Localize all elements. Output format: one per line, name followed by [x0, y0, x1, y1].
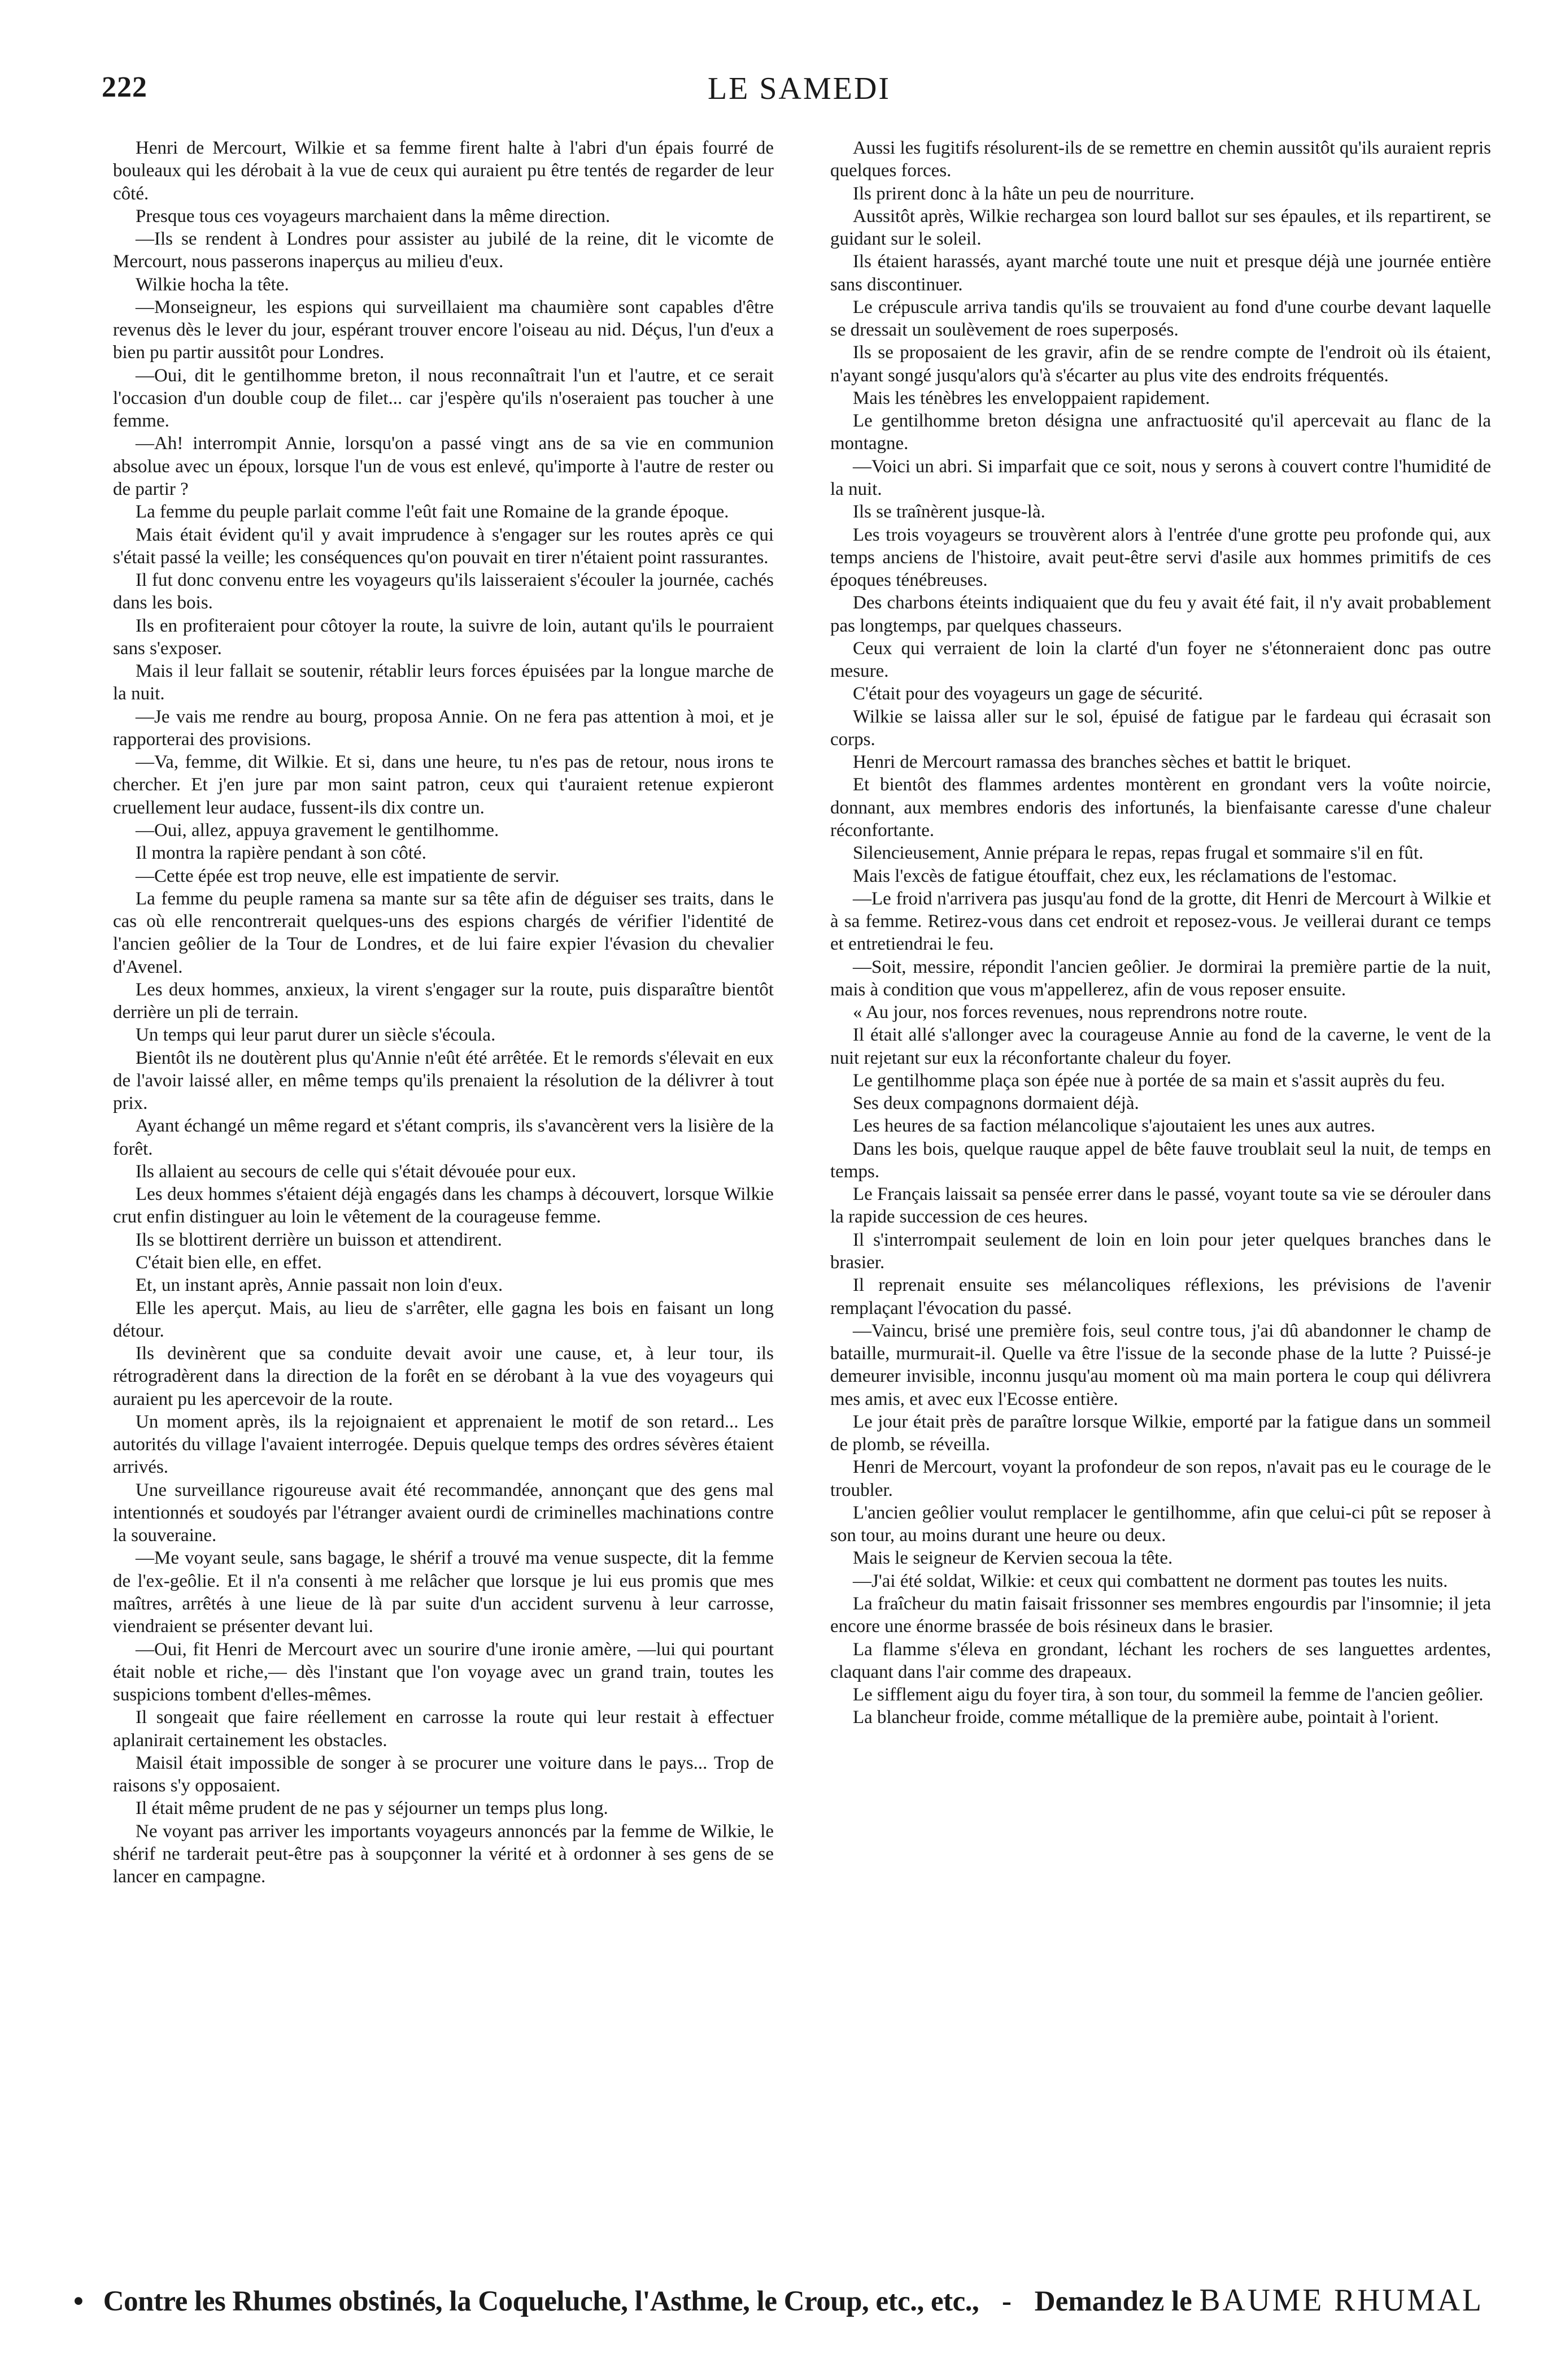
paragraph: Mais l'excès de fatigue étouffait, chez eux, les réclamations de l'estomac. — [853, 865, 1397, 886]
left-column — [113, 137, 774, 2250]
paragraph: —Je vais me rendre au bourg, proposa Annie. On ne fera pas attention à moi, et je rapporterai des provisions. — [113, 706, 774, 750]
ad-separator: - — [1002, 2286, 1012, 2317]
paragraph: L'ancien geôlier voulut remplacer le gentilhomme, afin que celui-ci pût se reposer à son tour, au moins durant une heure ou deux. — [830, 1502, 1491, 1546]
paragraph: —Oui, dit le gentilhomme breton, il nous reconnaîtrait l'un et l'autre, et ce serait l'occasion d'un double coup de filet... car j'espère qu'ils n'oseraient pas toucher à une femme. — [113, 365, 774, 432]
paragraph: Il était allé s'allonger avec la courageuse Annie au fond de la caverne, le vent de la nuit rejetant sur eux la réconfortante chaleur du foyer. — [830, 1025, 1491, 1068]
paragraph: Wilkie hocha la tête. — [136, 274, 289, 295]
paragraph: —Voici un abri. Si imparfait que ce soit, nous y serons à couvert contre l'humidité de la nuit. — [830, 456, 1491, 499]
paragraph: La flamme s'éleva en grondant, léchant les rochers de ses languettes ardentes, claquant dans l'air comme des drapeaux. — [830, 1639, 1491, 1682]
paragraph: Un temps qui leur parut durer un siècle s'écoula. — [136, 1025, 496, 1046]
ad-bullet: • — [73, 2286, 84, 2317]
paragraph: Silencieusement, Annie prépara le repas, repas frugal et sommaire s'il en fût. — [853, 843, 1424, 864]
paragraph: Ils se traînèrent jusque-là. — [853, 502, 1045, 523]
paragraph: Henri de Mercourt, Wilkie et sa femme firent halte à l'abri d'un épais fourré de bouleaux qui les dérobait à la vue de ceux qui auraient pu être tentés de regarder de leur côté. — [113, 138, 774, 204]
paragraph: —Oui, fit Henri de Mercourt avec un sourire d'une ironie amère, —lui qui pourtant était noble et riche,— dès l'instant que l'on voyage avec un grand train, toutes les suspicions tombent d'elles-mêmes. — [113, 1639, 774, 1705]
paragraph: —Cette épée est trop neuve, elle est impatiente de servir. — [136, 865, 560, 886]
paragraph: Ceux qui verraient de loin la clarté d'un foyer ne s'étonneraient donc pas outre mesure. — [830, 638, 1491, 682]
paragraph: Le gentilhomme breton désigna une anfractuosité qu'il apercevait au flanc de la montagne. — [830, 411, 1491, 454]
right-column — [830, 137, 1491, 2250]
paragraph: Wilkie se laissa aller sur le sol, épuisé de fatigue par le fardeau qui écrasait son corps. — [830, 706, 1491, 750]
paragraph: « Au jour, nos forces revenues, nous reprendrons notre route. — [853, 1002, 1308, 1023]
paragraph: Une surveillance rigoureuse avait été recommandée, annonçant que des gens mal intentionnés et soudoyés par l'étranger avaient ourdi de criminelles machinations contre la souveraine. — [113, 1480, 774, 1546]
paragraph: C'était bien elle, en effet. — [136, 1252, 322, 1273]
paragraph: —Ah! interrompit Annie, lorsqu'on a passé vingt ans de sa vie en communion absolue avec un époux, lorsque l'un de vous est enlevé, qu'importe à l'autre de rester ou de partir ? — [113, 433, 774, 499]
footer-advertisement — [73, 2282, 1502, 2333]
paragraph: Presque tous ces voyageurs marchaient dans la même direction. — [136, 206, 611, 227]
paragraph: Un moment après, ils la rejoignaient et apprenaient le motif de son retard... Les autorités du village l'avaient interrogée. Depuis quelque temps des ordres sévères étaient arrivés. — [113, 1411, 774, 1478]
running-title: LE SAMEDI — [707, 71, 891, 106]
paragraph: Ayant échangé un même regard et s'étant compris, ils s'avancèrent vers la lisière de la forêt. — [113, 1116, 774, 1159]
paragraph: Aussitôt après, Wilkie rechargea son lourd ballot sur ses épaules, et ils repartirent, se guidant sur le soleil. — [830, 206, 1491, 250]
paragraph: Henri de Mercourt, voyant la profondeur de son repos, n'avait pas eu le courage de le troubler. — [830, 1457, 1491, 1500]
paragraph: —Ils se rendent à Londres pour assister au jubilé de la reine, dit le vicomte de Mercourt, nous passerons inaperçus au milieu d'eux. — [113, 229, 774, 272]
paragraph: Les heures de sa faction mélancolique s'ajoutaient les unes aux autres. — [853, 1116, 1376, 1137]
paragraph: Il montra la rapière pendant à son côté. — [136, 843, 426, 864]
paragraph: Il s'interrompait seulement de loin en loin pour jeter quelques branches dans le brasier. — [830, 1229, 1491, 1273]
paragraph: La femme du peuple ramena sa mante sur sa tête afin de déguiser ses traits, dans le cas où elle rencontrerait quelques-uns des espions chargés de vérifier l'identité de l'ancien geôlier de la Tour de Londres, et de lui faire expier l'évasion du chevalier d'Avenel. — [113, 888, 774, 977]
paragraph: Ses deux compagnons dormaient déjà. — [853, 1093, 1139, 1114]
paragraph: Il était même prudent de ne pas y séjourner un temps plus long. — [136, 1798, 608, 1819]
paragraph: Il songeait que faire réellement en carrosse la route qui leur restait à effectuer aplanirait certainement les obstacles. — [113, 1707, 774, 1751]
paragraph: Ils prirent donc à la hâte un peu de nourriture. — [853, 183, 1195, 204]
paragraph: Il fut donc convenu entre les voyageurs qu'ils laisseraient s'écouler la journée, cachés dans les bois. — [113, 570, 774, 614]
paragraph: Le sifflement aigu du foyer tira, à son tour, du sommeil la femme de l'ancien geôlier. — [853, 1685, 1484, 1705]
paragraph: Aussi les fugitifs résolurent-ils de se remettre en chemin aussitôt qu'ils auraient repris quelques forces. — [830, 138, 1491, 181]
paragraph: —Le froid n'arrivera pas jusqu'au fond de la grotte, dit Henri de Mercourt à Wilkie et à sa femme. Retirez-vous dans cet endroit et reposez-vous. Je veillerai durant ce temps et entretiendrai le feu. — [830, 888, 1491, 955]
paragraph: Henri de Mercourt ramassa des branches sèches et battit le briquet. — [853, 752, 1352, 773]
paragraph: Il reprenait ensuite ses mélancoliques réflexions, les prévisions de l'avenir remplaçant l'évocation du passé. — [830, 1275, 1491, 1319]
paragraph: Dans les bois, quelque rauque appel de bête fauve troublait seul la nuit, de temps en temps. — [830, 1138, 1491, 1182]
paragraph: La fraîcheur du matin faisait frissonner ses membres engourdis par l'insomnie; il jeta encore une énorme brassée de bois résineux dans le brasier. — [830, 1594, 1491, 1637]
paragraph: —Soit, messire, répondit l'ancien geôlier. Je dormirai la première partie de la nuit, mais à condition que vous m'appellerez, afin de vous reposer ensuite. — [830, 956, 1491, 1000]
paragraph: Les deux hommes, anxieux, la virent s'engager sur la route, puis disparaître bientôt derrière un pli de terrain. — [113, 979, 774, 1023]
page-header — [102, 71, 1497, 116]
paragraph: Maisil était impossible de songer à se procurer une voiture dans le pays... Trop de raisons s'y opposaient. — [113, 1752, 774, 1796]
paragraph: —Vaincu, brisé une première fois, seul contre tous, j'ai dû abandonner le champ de bataille, murmurait-il. Quelle va être l'issue de la seconde phase de la lutte ? Puissé-je demeurer invisible, inconnu jusqu'au moment où ma main portera le coup qui délivrera mes amis, et avec eux l'Ecosse entière. — [830, 1320, 1491, 1409]
paragraph: Ils devinèrent que sa conduite devait avoir une cause, et, à leur tour, ils rétrogradèrent dans la direction de la forêt en se dérobant à la vue des voyageurs qui auraient pu les apercevoir de la route. — [113, 1343, 774, 1409]
paragraph: Elle les aperçut. Mais, au lieu de s'arrêter, elle gagna les bois en faisant un long détour. — [113, 1298, 774, 1341]
article-body — [113, 137, 1497, 2250]
page-number: 222 — [102, 71, 147, 103]
paragraph: —Monseigneur, les espions qui surveillaient ma chaumière sont capables d'être revenus dès le lever du jour, espérant trouver encore l'oiseau au nid. Déçus, l'un d'eux a bien pu partir aussitôt pour Londres. — [113, 297, 774, 363]
paragraph: La blancheur froide, comme métallique de la première aube, pointait à l'orient. — [853, 1707, 1439, 1728]
paragraph: Et bientôt des flammes ardentes montèrent en grondant vers la voûte noircie, donnant, aux membres endoris des infortunés, la bienfaisante caresse d'une chaleur réconfortante. — [830, 775, 1491, 841]
paragraph: Ils se proposaient de les gravir, afin de se rendre compte de l'endroit où ils étaient, n'ayant songé jusqu'alors qu'à s'écarter au plus vite des endroits fréquentés. — [830, 342, 1491, 386]
paragraph: —Va, femme, dit Wilkie. Et si, dans une heure, tu n'es pas de retour, nous irons te chercher. Et j'en jure par mon saint patron, ceux qui t'auraient retenue expieront cruellement leur audace, fussent-ils dix contre un. — [113, 752, 774, 818]
paragraph: Le crépuscule arriva tandis qu'ils se trouvaient au fond d'une courbe devant laquelle se dressait un soulèvement de roes superposés. — [830, 297, 1491, 341]
paragraph: C'était pour des voyageurs un gage de sécurité. — [853, 684, 1203, 704]
paragraph: La femme du peuple parlait comme l'eût fait une Romaine de la grande époque. — [136, 502, 729, 523]
paragraph: Ils allaient au secours de celle qui s'était dévouée pour eux. — [136, 1161, 577, 1182]
paragraph: Ils étaient harassés, ayant marché toute une nuit et presque déjà une journée entière sans discontinuer. — [830, 251, 1491, 295]
paragraph: Des charbons éteints indiquaient que du feu y avait été fait, il n'y avait probablement pas longtemps, par quelques chasseurs. — [830, 593, 1491, 636]
paragraph: Les trois voyageurs se trouvèrent alors à l'entrée d'une grotte peu profonde qui, aux temps anciens de l'histoire, avait peut-être servi d'asile aux hommes primitifs de ces époques ténébreuses. — [830, 524, 1491, 591]
ad-call-to-action: Demandez le — [1034, 2286, 1192, 2317]
paragraph: Mais était évident qu'il y avait imprudence à s'engager sur les routes après ce qui s'était passé la veille; les conséquences qu'on pouvait en tirer n'étaient point rassurantes. — [113, 524, 774, 568]
paragraph: Bientôt ils ne doutèrent plus qu'Annie n'eût été arrêtée. Et le remords s'élevait en eux de l'avoir laissé aller, en même temps qu'ils prenaient la résolution de la délivrer à tout prix. — [113, 1047, 774, 1114]
paragraph: —J'ai été soldat, Wilkie: et ceux qui combattent ne dorment pas toutes les nuits. — [853, 1570, 1448, 1591]
paragraph: Et, un instant après, Annie passait non loin d'eux. — [136, 1275, 503, 1296]
ad-brand-name: BAUME RHUMAL — [1199, 2283, 1484, 2318]
paragraph: Mais les ténèbres les enveloppaient rapidement. — [853, 388, 1210, 408]
paragraph: Ils en profiteraient pour côtoyer la route, la suivre de loin, autant qu'ils le pourraient sans s'exposer. — [113, 615, 774, 659]
paragraph: Ne voyant pas arriver les importants voyageurs annoncés par la femme de Wilkie, le shérif ne tarderait peut-être pas à soupçonner la vérité et à ordonner à ses gens de se lancer en campagne. — [113, 1821, 774, 1887]
paragraph: —Me voyant seule, sans bagage, le shérif a trouvé ma venue suspecte, dit la femme de l'ex-geôlie. Et il n'a consenti à me relâcher que lorsque je lui eus promis que mes maîtres, arrêtés à une lieue de là par suite d'un accident survenu à leur carrosse, viendraient se présenter devant lui. — [113, 1548, 774, 1637]
paragraph: Les deux hommes s'étaient déjà engagés dans les champs à découvert, lorsque Wilkie crut enfin distinguer au loin le vêtement de la courageuse femme. — [113, 1184, 774, 1228]
paragraph: Mais il leur fallait se soutenir, rétablir leurs forces épuisées par la longue marche de la nuit. — [113, 661, 774, 704]
ad-remedy-list: Contre les Rhumes obstinés, la Coqueluche, l'Asthme, le Croup, etc., etc., — [103, 2286, 979, 2317]
paragraph: Ils se blottirent derrière un buisson et attendirent. — [136, 1229, 502, 1250]
paragraph: Le jour était près de paraître lorsque Wilkie, emporté par la fatigue dans un sommeil de plomb, se réveilla. — [830, 1411, 1491, 1455]
paragraph: Le Français laissait sa pensée errer dans le passé, voyant toute sa vie se dérouler dans la rapide succession de ces heures. — [830, 1184, 1491, 1228]
paragraph: —Oui, allez, appuya gravement le gentilhomme. — [136, 820, 499, 841]
paragraph: Le gentilhomme plaça son épée nue à portée de sa main et s'assit auprès du feu. — [853, 1070, 1445, 1091]
paragraph: Mais le seigneur de Kervien secoua la tête. — [853, 1548, 1173, 1569]
